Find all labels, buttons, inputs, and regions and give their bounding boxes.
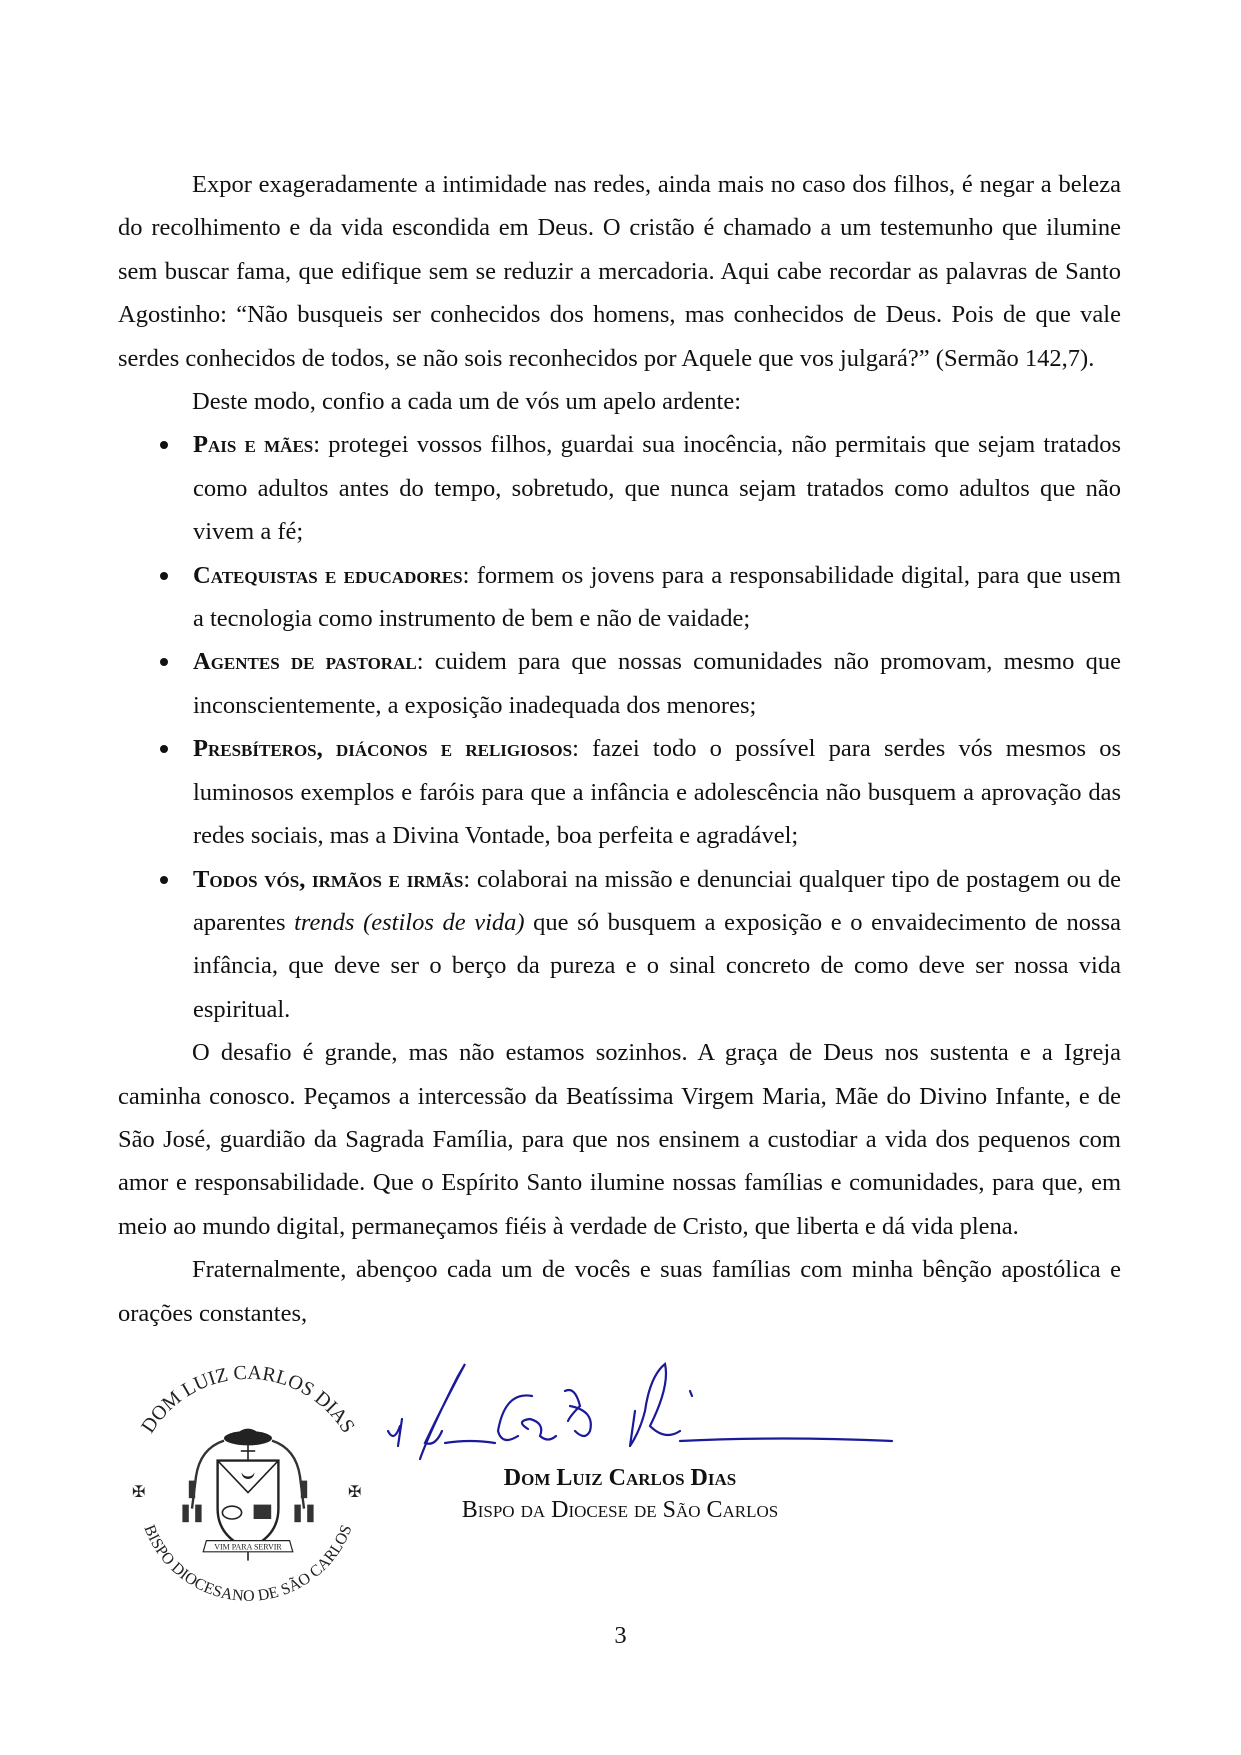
item-text: : colaborai na missão e denunciai qualquer tipo de postagem ou de aparentes bbox=[193, 865, 1121, 936]
list-item bbox=[118, 858, 1121, 1032]
item-label: Presbíteros, diáconos e religiosos bbox=[193, 735, 573, 763]
item-label: Catequistas e educadores bbox=[193, 561, 463, 589]
list-item bbox=[118, 727, 1121, 857]
appeal-list bbox=[118, 423, 1121, 1031]
cross-star-icon: ✠ bbox=[132, 1483, 146, 1501]
motto-text: VIM PARA SERVIR bbox=[214, 1542, 282, 1552]
item-label: Todos vós, irmãos e irmãs bbox=[193, 865, 464, 893]
paragraph-closing: O desafio é grande, mas não estamos sozinhos. A graça de Deus nos sustenta e a Igreja caminha conosco. Peçamos a intercessão da Beatíssima Virgem Maria, Mãe do Divino Infante, e de São José, guardião da Sagrada Família, para que nos ensinem a custodiar a vida dos pequenos com amor e responsabilidade. Que o Espírito Santo ilumine nossas famílias e comunidades, para que, em meio ao mundo digital, permaneçamos fiéis à verdade de Cristo, que liberta e dá vida plena. bbox=[118, 1039, 1121, 1240]
page-number: 3 bbox=[614, 1622, 627, 1649]
signature-block bbox=[118, 1361, 1121, 1623]
episcopal-seal bbox=[118, 1361, 378, 1621]
list-item bbox=[118, 640, 1121, 727]
signatory-name: Dom Luiz Carlos Dias bbox=[503, 1464, 737, 1491]
item-text: : cuidem para que nossas comunidades não promovam, mesmo que inconscientemente, a exposição inadequada dos menores; bbox=[193, 648, 1121, 719]
paragraph-appeal-intro: Deste modo, confio a cada um de vós um apelo ardente: bbox=[192, 388, 742, 416]
handwritten-signature bbox=[380, 1361, 900, 1461]
item-label: Agentes de pastoral bbox=[193, 648, 417, 676]
coat-of-arms-shield bbox=[218, 1461, 279, 1549]
item-italic-text: trends (estilos de vida) bbox=[294, 908, 525, 936]
item-text: : fazei todo o possível para serdes vós mesmos os luminosos exemplos e faróis para que a infância e adolescência não busquem a aprovação das redes sociais, mas a Divina Vontade, boa perfeita e agradável; bbox=[193, 735, 1121, 850]
item-text: : protegei vossos filhos, guardai sua inocência, não permitais que sejam tratados como adultos antes do tempo, sobretudo, que nunca sejam tratados como adultos que não vivem a fé; bbox=[193, 431, 1121, 546]
list-item bbox=[118, 554, 1121, 641]
seal-emblem bbox=[182, 1429, 313, 1561]
seal-bottom-text: BISPO DIOCESANO DE SÃO CARLOS bbox=[140, 1522, 356, 1605]
paragraph-exposure: Expor exageradamente a intimidade nas redes, ainda mais no caso dos filhos, é negar a beleza do recolhimento e da vida escondida em Deus. O cristão é chamado a um testemunho que ilumine sem buscar fama, que edifique sem se reduzir a mercadoria. Aqui cabe recordar as palavras de Santo Agostinho: “Não busqueis ser conhecidos dos homens, mas conhecidos de Deus. Pois de que vale serdes conhecidos de todos, se não sois reconhecidos por Aquele que vos julgará?” (Sermão 142,7). bbox=[118, 171, 1121, 372]
item-label: Pais e mães bbox=[193, 431, 314, 459]
paragraph-blessing: Fraternalmente, abençoo cada um de vocês e suas famílias com minha bênção apostólica e orações constantes, bbox=[118, 1256, 1121, 1327]
seal-top-text: DOM LUIZ CARLOS DIAS bbox=[137, 1361, 359, 1437]
document-body bbox=[118, 163, 1121, 1623]
item-text: que só busquem a exposição e o envaidecimento de nossa infância, que deve ser o berço da pureza e o sinal concreto de como deve ser nossa vida espiritual. bbox=[193, 908, 1121, 1023]
book-icon bbox=[254, 1505, 272, 1519]
item-text: : formem os jovens para a responsabilidade digital, para que usem a tecnologia como instrumento de bem e não de vaidade; bbox=[193, 561, 1121, 633]
signatory-title: Bispo da Diocese de São Carlos bbox=[461, 1496, 779, 1523]
list-item bbox=[118, 423, 1121, 553]
cross-star-icon: ✠ bbox=[348, 1483, 362, 1501]
